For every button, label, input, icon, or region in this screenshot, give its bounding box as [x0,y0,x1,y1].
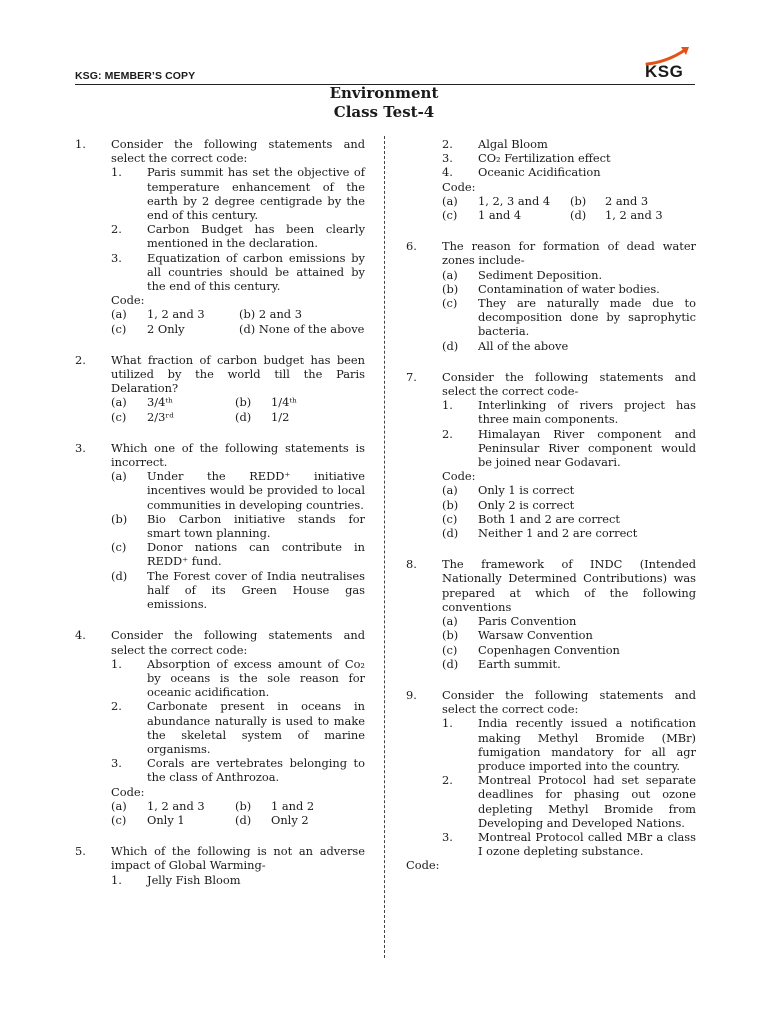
option-b: (b) Bio Carbon initiative stands for smart town planning. [111,511,365,541]
option-b: (b) Contamination of water bodies. [442,281,660,296]
question-6 [406,239,696,353]
option-d: (d) 1, 2 and 3 [570,208,663,223]
option-b: (b) 2 and 3 [239,307,302,322]
option-d: (d) Only 2 [235,812,309,827]
code-label: Code: [406,858,440,873]
statement: 2. Montreal Protocol had set separate deadlines for phasing out ozone depleting Methyl Bromide from Developing and Developed Nations. [442,773,696,830]
code-label: Code: [111,784,145,799]
question-text: The framework of INDC (Intended Nationally Determined Contributions) was prepared at which of the following conventions [442,557,696,614]
page-subtitle: Class Test-4 [333,103,435,121]
code-label: Code: [111,293,145,308]
option-d: (d) Neither 1 and 2 are correct [442,526,638,541]
question-number: 4. [75,628,86,643]
statement: 2. Carbon Budget has been clearly mentioned in the declaration. [111,222,365,251]
option-a: (a) Paris Convention [442,614,577,629]
code-label: Code: [442,469,476,484]
options [111,799,365,827]
option-a: (a) 1, 2, 3 and 4 [442,193,551,208]
page-header [75,62,695,84]
ksg-logo [633,44,695,80]
option-c: (c) 1 and 4 [442,208,522,223]
question-text: Consider the following statements and select the correct code: [111,628,365,657]
question-text: The reason for formation of dead water zones include- [442,239,696,268]
options [111,307,365,335]
option-c: (c) Only 1 [111,812,185,827]
option-c: (c) Donor nations can contribute in REDD⁺ fund. [111,540,365,569]
question-3 [75,441,365,611]
question-7 [406,370,696,540]
option-b: (b) Only 2 is correct [442,497,575,512]
members-copy-label: KSG: MEMBER’S COPY [75,70,196,82]
question-5-continued [406,137,696,222]
question-4 [75,628,365,827]
option-d: (d) None of the above [239,321,365,336]
statement: 3. Corals are vertebrates belonging to the class of Anthrozoa. [111,756,365,785]
question-number: 6. [406,239,417,254]
option-a: (a) 1, 2 and 3 [111,307,205,322]
option-a: (a) Only 1 is correct [442,483,575,498]
statement: 3. CO₂ Fertilization effect [442,151,611,166]
statement: 2. Algal Bloom [442,137,548,151]
title-block [0,84,768,122]
option-a: (a) 1, 2 and 3 [111,798,205,813]
option-b: (b) Warsaw Convention [442,628,593,643]
statement: 2. Carbonate present in oceans in abundance naturally is used to make the skeletal system of marine organisms. [111,699,365,756]
question-number: 5. [75,844,86,859]
statement: 1. Absorption of excess amount of Co₂ by oceans is the sole reason for oceanic acidification. [111,656,365,700]
logo-text: KSG [645,62,684,81]
statement: 2. Himalayan River component and Peninsular River component would be joined near Godavari. [442,426,696,470]
statement: 1. Jelly Fish Bloom [111,872,241,887]
statement: 1. Interlinking of rivers project has three main components. [442,398,696,427]
question-8 [406,557,696,671]
code-label: Code: [442,179,476,194]
column-divider [384,136,385,958]
question-text: Consider the following statements and select the correct code: [111,137,365,166]
statement: 4. Oceanic Acidification [442,165,601,180]
question-1 [75,137,365,336]
option-b: (b) 2 and 3 [570,193,649,208]
question-number: 8. [406,557,417,572]
statement: 1. Paris summit has set the objective of temperature enhancement of the earth by 2 degree centigrade by the end of this century. [111,165,365,223]
option-d: (d) 1/2 [235,409,290,424]
question-number: 9. [406,687,417,702]
option-d: (d) Earth summit. [442,656,561,671]
question-text: What fraction of carbon budget has been utilized by the world till the Paris Delaration? [111,352,365,396]
question-text: Consider the following statements and select the correct code: [442,687,696,717]
question-9 [406,688,696,873]
question-text: Which of the following is not an adverse impact of Global Warming- [111,844,365,873]
question-number: 2. [75,352,86,367]
question-text: Consider the following statements and select the correct code- [442,369,696,399]
question-number: 1. [75,137,86,151]
statement: 1. India recently issued a notification making Methyl Bromide (MBr) fumigation mandatory for all agr produce imported into the country. [442,716,696,773]
option-d: (d) All of the above [442,338,569,353]
question-5 [75,844,365,887]
option-c: (c) 2 Only [111,321,185,336]
options [111,395,365,423]
option-c: (c) Both 1 and 2 are correct [442,511,620,526]
question-number: 3. [75,440,86,455]
question-number: 7. [406,369,417,384]
statement: 3. Montreal Protocol called MBr a class I ozone depleting substance. [442,829,696,859]
page-title: Environment [329,84,439,102]
option-a: (a) Sediment Deposition. [442,267,603,282]
option-d: (d) The Forest cover of India neutralises half of its Green House gas emissions. [111,568,365,612]
statement: 3. Equatization of carbon emissions by all countries should be attained by the end of this century. [111,250,365,294]
option-c: (c) 2/3ʳᵈ [111,409,174,424]
option-a: (a) Under the REDD⁺ initiative incentives would be provided to local communities in developing countries. [111,469,365,512]
question-2 [75,353,365,424]
option-c: (c) Copenhagen Convention [442,642,620,657]
option-b: (b) 1/4ᵗʰ [235,395,298,410]
right-column [406,137,696,873]
left-column [75,137,365,887]
options [442,194,696,222]
question-text: Which one of the following statements is incorrect. [111,440,365,470]
option-c: (c) They are naturally made due to decomposition done by saprophytic bacteria. [442,296,696,339]
option-a: (a) 3/4ᵗʰ [111,395,174,410]
option-b: (b) 1 and 2 [235,798,315,813]
